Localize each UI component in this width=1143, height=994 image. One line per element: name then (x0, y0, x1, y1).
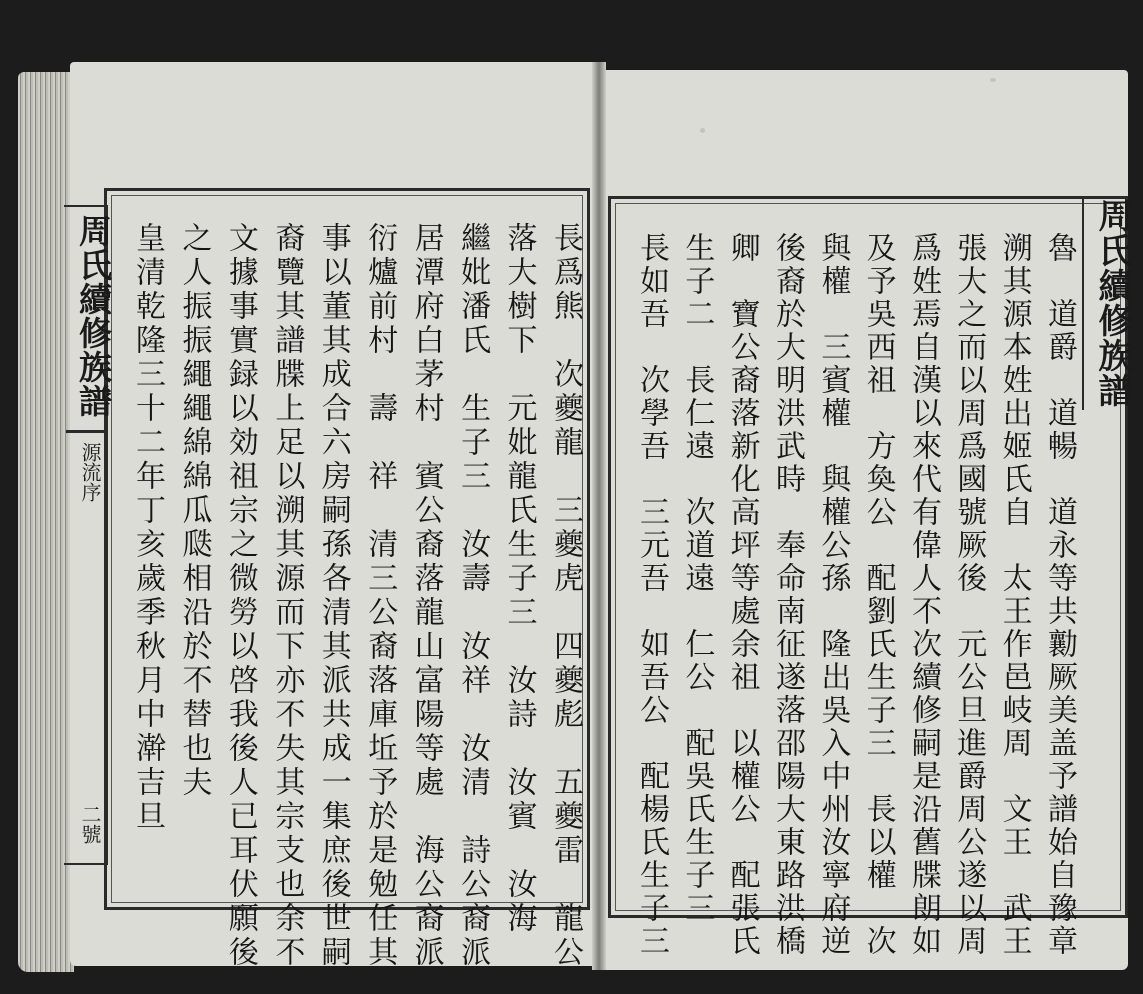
fish-tail-mark (66, 430, 106, 433)
text-column: 之人振振繩繩綿綿瓜瓞相沿於不替也夫 (176, 222, 212, 800)
text-column: 卿 寶公裔落新化高坪等處余祖 以權公 配張氏 (724, 232, 760, 958)
text-column: 魯 道爵 道暢 道永等共勷厥美盖予譜始自豫章 (1041, 232, 1077, 958)
text-column: 溯其源本姓出姬氏自 太王作邑岐周 文王 武王 (996, 232, 1032, 958)
ink-speck (700, 128, 705, 133)
left-text-block (118, 222, 583, 970)
text-column: 爲姓焉自漢以來代有偉人不次續修嗣是沿舊牒朗如 (905, 232, 941, 958)
text-column: 及予吳西祖 方奐公 配劉氏生子三 長以權 次 (860, 232, 896, 958)
spine-title: 周氏續修族譜 (74, 214, 113, 418)
spine-page-number: 二號 (78, 804, 102, 844)
text-column: 長如吾 次學吾 三元吾 如吾公 配楊氏生子三 (634, 232, 669, 958)
text-column: 生子二 長仁遠 次道遠 仁公 配吳氏生子三 (679, 232, 715, 925)
book-gutter (592, 62, 606, 970)
text-column: 事以董其成合六房嗣孫各清其派共成一集庶後世嗣 (315, 222, 351, 970)
text-column: 張大之而以周爲國號厥後 元公旦進爵周公遂以周 (951, 232, 987, 958)
text-column: 後裔於大明洪武時 奉命南征遂落邵陽大東路洪橋 (769, 232, 805, 958)
text-column: 落大樹下 元妣龍氏生子三 汝詩 汝賓 汝海 (501, 222, 537, 936)
text-column: 居潭府白茅村 賓公裔落龍山富陽等處 海公裔派 (408, 222, 444, 970)
text-column: 與權 三賓權 與權公孫 隆出吳入中州汝寧府逆 (815, 232, 851, 958)
text-column: 裔覽其譜牒上足以溯其源而下亦不失其宗支也余不 (269, 222, 305, 970)
text-column: 衍爐前村 壽 祥 清三公裔落庫坵予於是勉任其 (362, 222, 398, 970)
ink-speck (990, 78, 996, 82)
text-column: 長爲熊 次夔龍 三夔虎 四夔彪 五夔雷 龍公 (547, 222, 583, 970)
text-column: 繼妣潘氏 生子三 汝壽 汝祥 汝清 詩公裔派 (455, 222, 491, 970)
spine-section: 源流序 (78, 442, 102, 502)
text-column: 文據事實録以効祖宗之微勞以啓我後人已耳伏願後 (222, 222, 258, 970)
right-text-block (622, 232, 1077, 958)
page-title: 周氏續修族譜 (1092, 198, 1132, 408)
date-column: 皇清乾隆三十二年丁亥歲季秋月中澣吉旦 (130, 222, 165, 834)
